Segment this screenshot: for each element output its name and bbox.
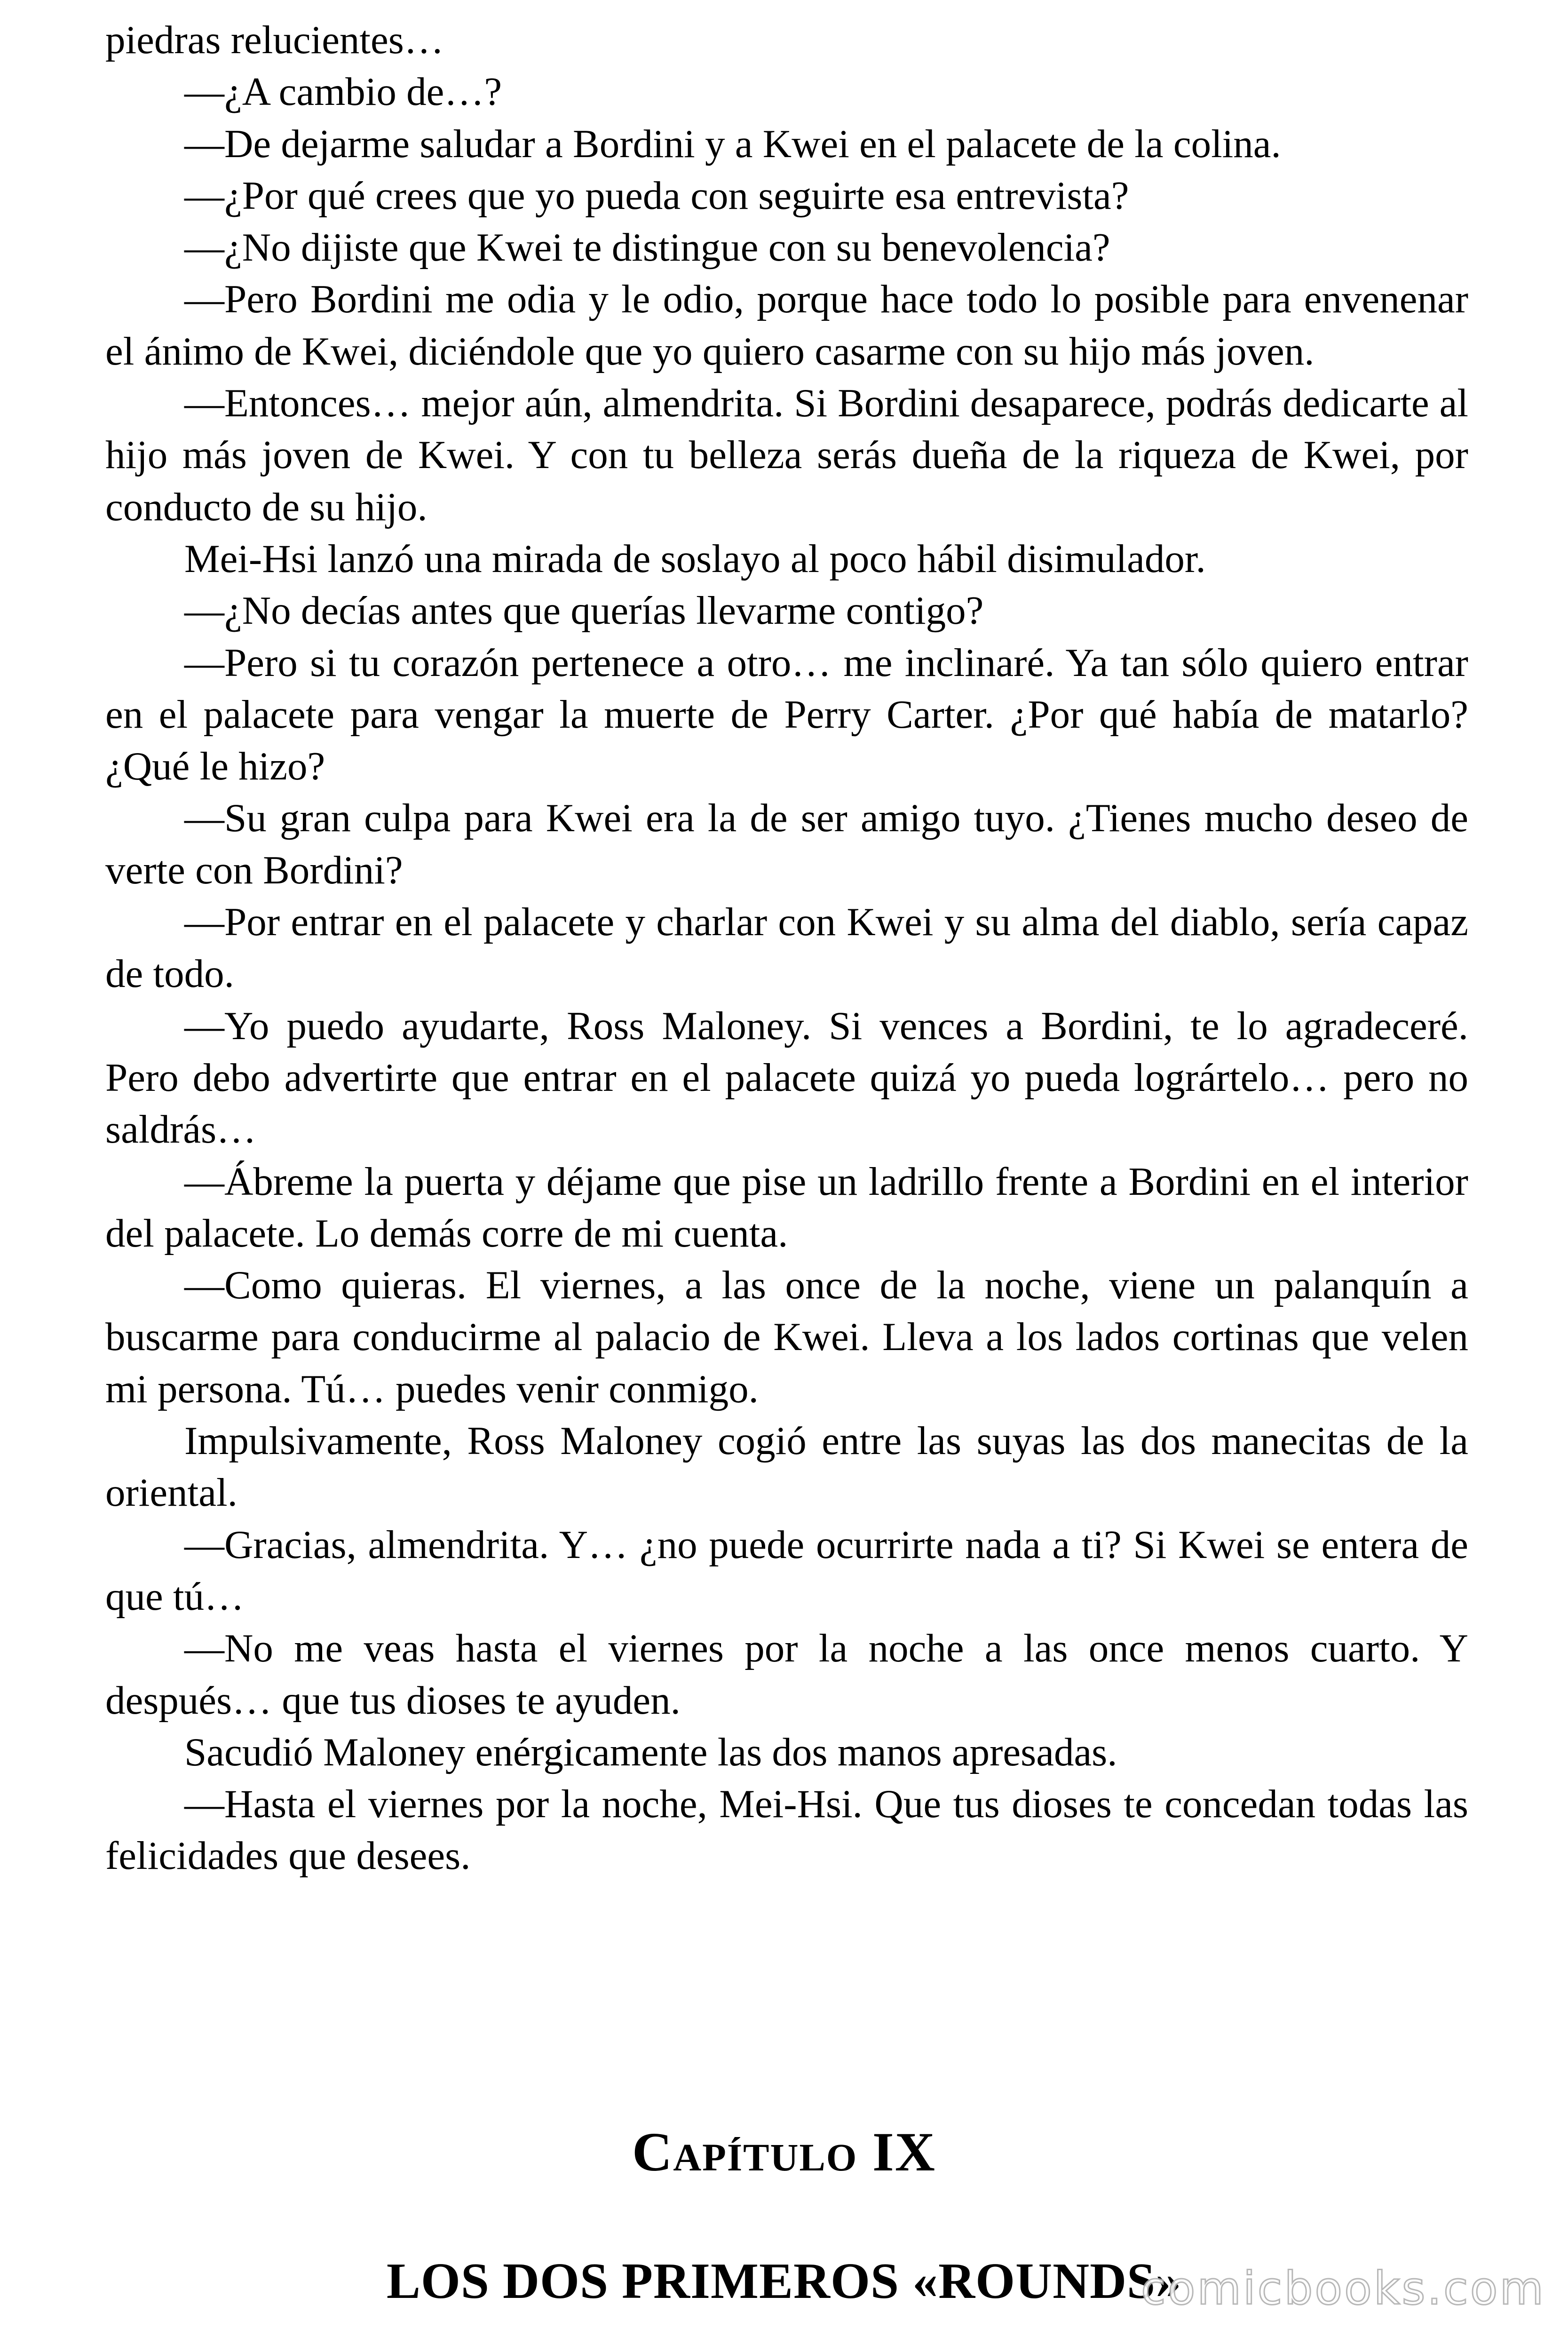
paragraph: —Entonces… mejor aún, almendrita. Si Bordini desaparece, podrás dedicarte al hijo más joven de Kwei. Y con tu belleza serás dueña de la riqueza de Kwei, por conducto de su hijo. — [105, 381, 1468, 529]
paragraph: —De dejarme saludar a Bordini y a Kwei en el palacete de la colina. — [184, 121, 1281, 166]
paragraph: —Como quieras. El viernes, a las once de la noche, viene un palanquín a buscarme para conducirme al palacio de Kwei. Lleva a los lados cortinas que velen mi persona. Tú… puedes venir conmigo. — [105, 1263, 1468, 1411]
paragraph: —¿No decías antes que querías llevarme contigo? — [184, 588, 984, 633]
paragraph: —Pero si tu corazón pertenece a otro… me inclinaré. Ya tan sólo quiero entrar en el palacete para vengar la muerte de Perry Carter. ¿Por qué había de matarlo? ¿Qué le hizo? — [105, 640, 1468, 789]
paragraph: piedras relucientes… — [105, 18, 444, 62]
paragraph: Mei-Hsi lanzó una mirada de soslayo al poco hábil disimulador. — [184, 536, 1206, 581]
paragraph: —Pero Bordini me odia y le odio, porque hace todo lo posible para envenenar el ánimo de Kwei, diciéndole que yo quiero casarme con su hijo más joven. — [105, 277, 1468, 373]
body-text — [105, 14, 1468, 1882]
paragraph: —Por entrar en el palacete y charlar con Kwei y su alma del diablo, sería capaz de todo. — [105, 900, 1468, 996]
paragraph: —Yo puedo ayudarte, Ross Maloney. Si vences a Bordini, te lo agradeceré. Pero debo advertirte que entrar en el palacete quizá yo pueda logrártelo… pero no saldrás… — [105, 1003, 1468, 1152]
paragraph: —Su gran culpa para Kwei era la de ser amigo tuyo. ¿Tienes mucho deseo de verte con Bordini? — [105, 796, 1468, 892]
chapter-title: LOS DOS PRIMEROS «ROUNDS» — [386, 2253, 1182, 2309]
paragraph: —¿A cambio de…? — [184, 70, 502, 114]
paragraph: —Ábreme la puerta y déjame que pise un ladrillo frente a Bordini en el interior del palacete. Lo demás corre de mi cuenta. — [105, 1159, 1468, 1255]
paragraph: Sacudió Maloney enérgicamente las dos manos apresadas. — [184, 1730, 1117, 1774]
paragraph: —No me veas hasta el viernes por la noche a las once menos cuarto. Y después… que tus dioses te ayuden. — [105, 1626, 1468, 1723]
watermark: comicbooks.com — [1140, 2262, 1545, 2315]
chapter-heading: Capítulo IX — [632, 2121, 936, 2183]
paragraph: —Gracias, almendrita. Y… ¿no puede ocurrirte nada a ti? Si Kwei se entera de que tú… — [105, 1522, 1468, 1619]
paragraph: —¿No dijiste que Kwei te distingue con su benevolencia? — [184, 225, 1110, 270]
paragraph: —¿Por qué crees que yo pueda con seguirte esa entrevista? — [184, 173, 1129, 218]
paragraph: Impulsivamente, Ross Maloney cogió entre las suyas las dos manecitas de la oriental. — [105, 1419, 1468, 1515]
paragraph: —Hasta el viernes por la noche, Mei-Hsi. Que tus dioses te concedan todas las felicidades que desees. — [105, 1782, 1468, 1878]
